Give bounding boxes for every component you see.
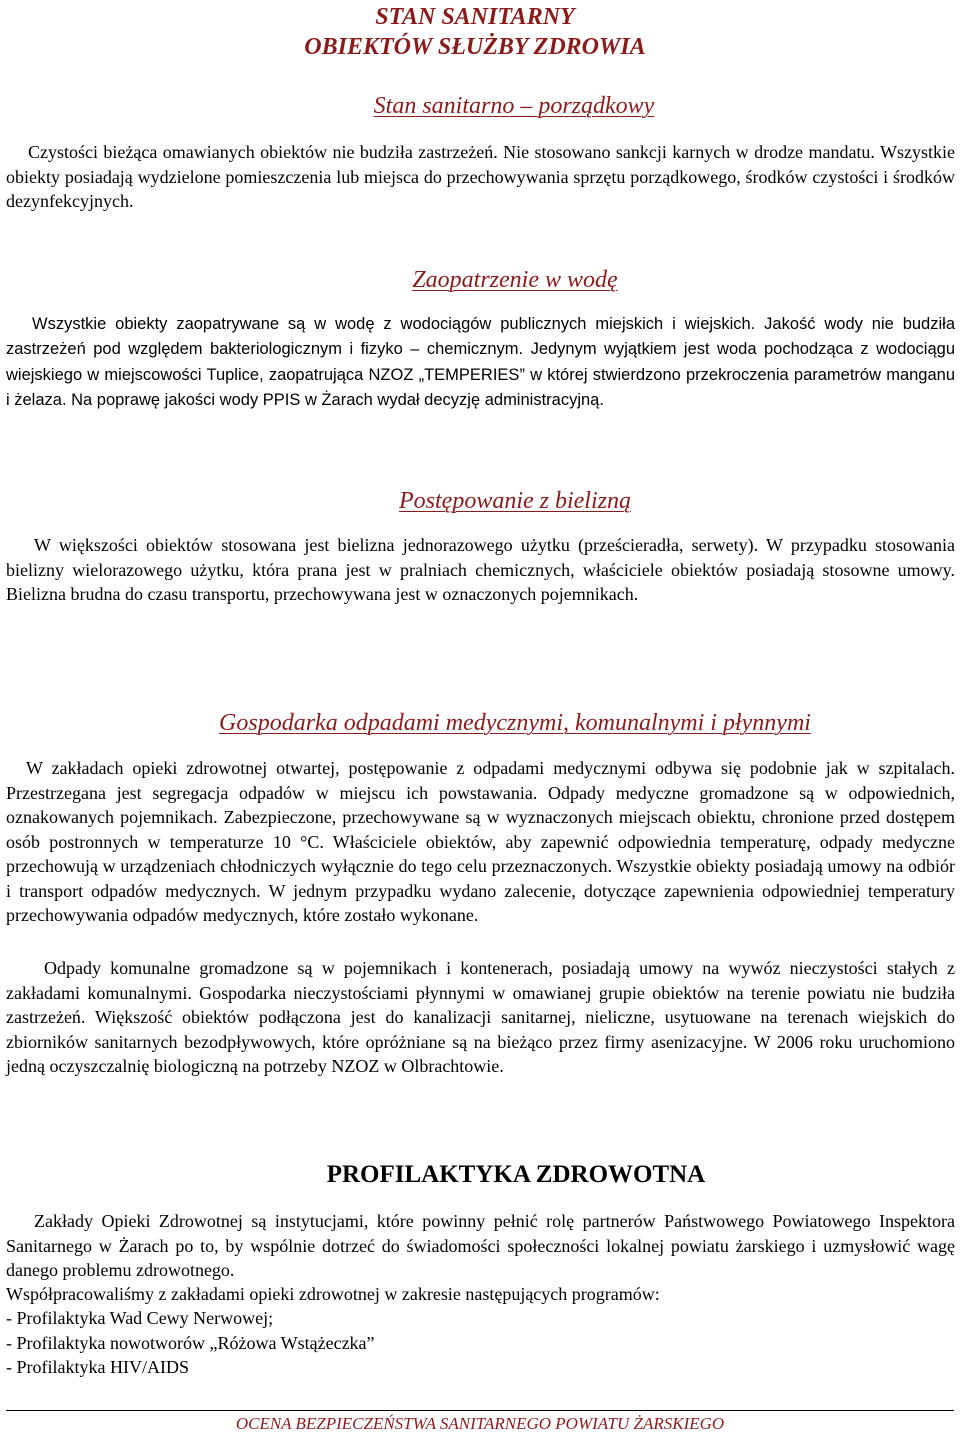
paragraph-stan-sanitarno: Czystości bieżąca omawianych obiektów nie budziła zastrzeżeń. Nie stosowano sankcji karnych w drodze mandatu. Wszystkie obiekty posiadają wydzielone pomieszczenia lub miejsca do przechowywania sprzętu porządkowego, środków czystości i środków dezynfekcyjnych. [6, 142, 955, 211]
profilaktyka-paragraph: Zakłady Opieki Zdrowotnej są instytucjami, które powinny pełnić rolę partnerów Państwowego Powiatowego Inspektora Sanitarnego w Żarach po to, by wspólnie dotrzeć do świadomości społeczności lokalnej powiatu żarskiego i uzmysłowić wagę danego problemu zdrowotnego. [6, 1211, 955, 1280]
footer-text: OCENA BEZPIECZEŃSTWA SANITARNEGO POWIATU ŻARSKIEGO [235, 1414, 725, 1433]
section-heading-stan-sanitarno: Stan sanitarno – porządkowy [373, 93, 655, 119]
footer-divider [6, 1410, 954, 1411]
section-heading-bielizna: Postępowanie z bielizną [399, 488, 631, 514]
header-title-line1: STAN SANITARNY [375, 4, 575, 30]
program-item: - Profilaktyka HIV/AIDS [6, 1357, 189, 1377]
programs-list [6, 1306, 375, 1380]
paragraph-zaopatrzenie: Wszystkie obiekty zaopatrywane są w wodę z wodociągów publicznych miejskich i wiejskich. Jakość wody nie budziła zastrzeżeń pod względem bakteriologicznym i fizyko – chemicznym. Jedynym wyjątkiem jest woda pochodząca z wodociągu wiejskiego w miejscowości Tuplice, zaopatrująca NZOZ „TEMPERIES” w której stwierdzono przekroczenia parametrów manganu i żelaza. Na poprawę jakości wody PPIS w Żarach wydał decyzję administracyjną. [6, 315, 955, 409]
section-heading-zaopatrzenie: Zaopatrzenie w wodę [412, 267, 618, 293]
profilaktyka-title: PROFILAKTYKA ZDROWOTNA [326, 1161, 706, 1188]
section-heading-gospodarka-odpadami: Gospodarka odpadami medycznymi, komunalnymi i płynnymi [219, 710, 811, 736]
paragraph-odpady-komunalne: Odpady komunalne gromadzone są w pojemnikach i kontenerach, posiadają umowy na wywóz nieczystości stałych z zakładami komunalnymi. Gospodarka nieczystościami płynnymi w omawianej grupie obiektów na terenie powiatu nie budziła zastrzeżeń. Większość obiektów podłączona jest do kanalizacji sanitarnej, nieliczne, usytuowane na terenach wiejskich do zbiorników sanitarnych bezodpływowych, które opróżniane są na bieżąco przez firmy asenizacyjne. W 2006 roku uruchomiono jedną oczyszczalnię biologiczną na potrzeby NZOZ w Olbrachtowie. [6, 958, 955, 1076]
header-title-line2: OBIEKTÓW SŁUŻBY ZDROWIA [304, 34, 646, 60]
paragraph-bielizna: W większości obiektów stosowana jest bielizna jednorazowego użytku (prześcieradła, serwety). W przypadku stosowania bielizny wielorazowego użytku, która prana jest w pralniach chemicznych, właściciele obiektów posiadają stosowne umowy. Bielizna brudna do czasu transportu, przechowywana jest w oznaczonych pojemnikach. [6, 535, 955, 604]
program-item: - Profilaktyka Wad Cewy Nerwowej; [6, 1308, 274, 1328]
paragraph-odpady-medyczne: W zakładach opieki zdrowotnej otwartej, postępowanie z odpadami medycznymi odbywa się podobnie jak w szpitalach. Przestrzegana jest segregacja odpadów w miejscu ich powstawania. Odpady medyczne gromadzone są w odpowiednich, oznakowanych pojemnikach. Zabezpieczone, przechowywane są w wyznaczonych miejscach obiektu, chronione przed dostępem osób postronnych w temperaturze 10 °C. Właściciele obiektów, aby zapewnić odpowiednia temperaturę, odpady medyczne przechowują w urządzeniach chłodniczych wyłącznie do tego celu przeznaczonych. Wszystkie obiekty posiadają umowy na odbiór i transport odpadów medycznych. W jednym przypadku wydano zalecenie, dotyczące zapewnienia odpowiedniej temperatury przechowywania odpadów medycznych, które zostało wykonane. [6, 758, 955, 925]
program-item: - Profilaktyka nowotworów „Różowa Wstążeczka” [6, 1332, 375, 1353]
profilaktyka-intro: Współpracowaliśmy z zakładami opieki zdrowotnej w zakresie następujących programów: [6, 1284, 660, 1304]
